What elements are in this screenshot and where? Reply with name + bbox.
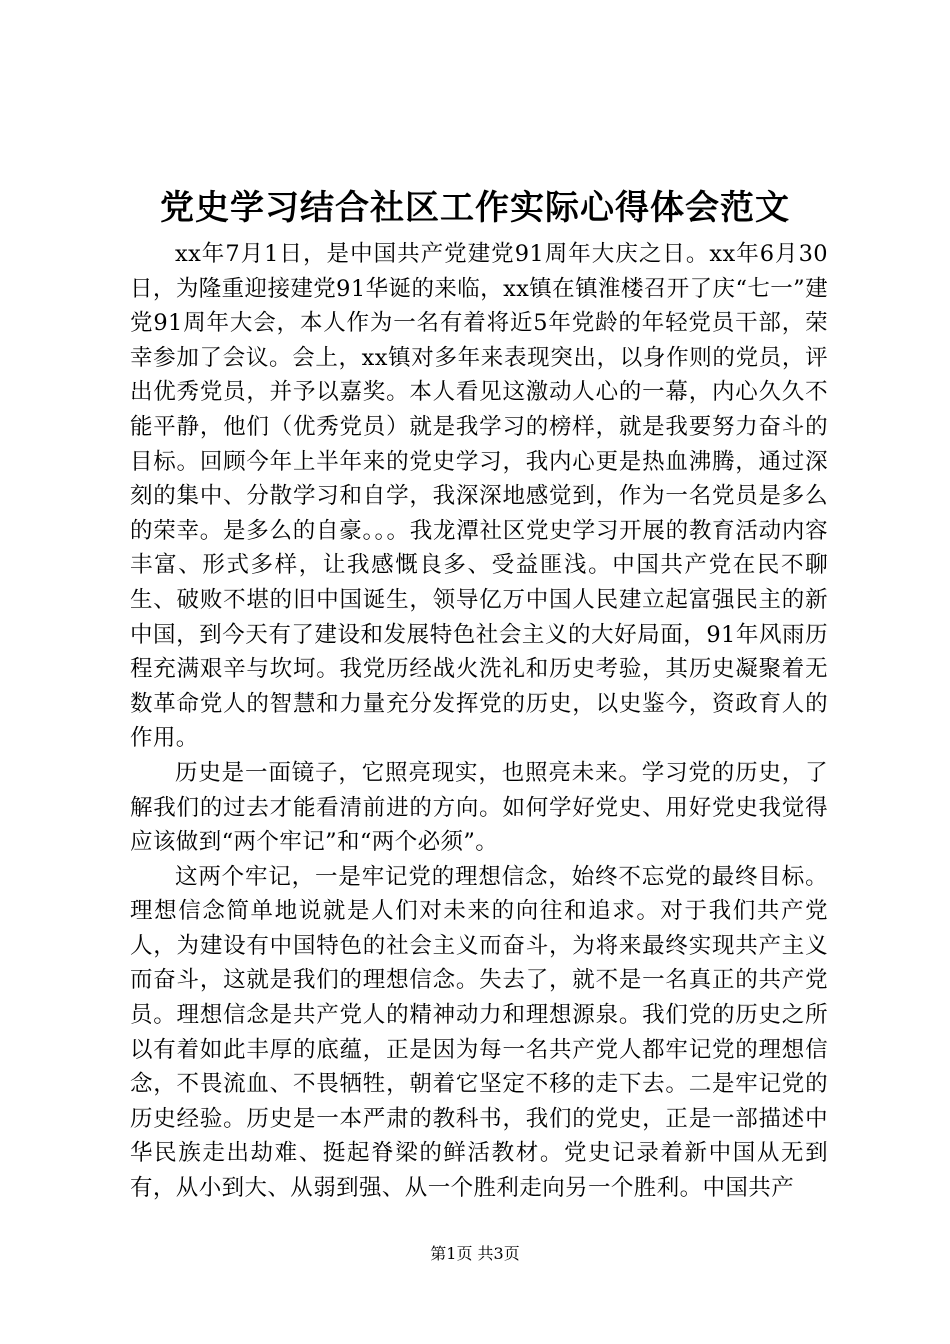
paragraph-2: 历史是一面镜子，它照亮现实，也照亮未来。学习党的历史，了解我们的过去才能看清前进的方向。如何学好党史、用好党史我觉得应该做到“两个牢记”和“两个必须”。 — [130, 759, 828, 856]
document-title: 党史学习结合社区工作实际心得体会范文 — [160, 188, 790, 228]
paragraph-3: 这两个牢记，一是牢记党的理想信念，始终不忘党的最终目标。理想信念简单地说就是人们对未来的向往和追求。对于我们共产党人，为建设有中国特色的社会主义而奋斗，为将来最终实现共产主义而奋斗，这就是我们的理想信念。失去了，就不是一名真正的共产党员。理想信念是共产党人的精神动力和理想源泉。我们党的历史之所以有着如此丰厚的底蕴，正是因为每一名共产党人都牢记党的理想信念，不畏流血、不畏牺牲，朝着它坚定不移的走下去。二是牢记党的历史经验。历史是一本严肃的教科书，我们的党史，正是一部描述中华民族走出劫难、挺起脊梁的鲜活教材。党史记录着新中国从无到有，从小到大、从弱到强、从一个胜利走向另一个胜利。中国共产 — [130, 863, 828, 1202]
page-number-footer: 第1页 共3页 — [430, 1244, 520, 1263]
paragraph-1: xx年7月1日，是中国共产党建党91周年大庆之日。xx年6月30日，为隆重迎接建党91华诞的来临，xx镇在镇淮楼召开了庆“七一”建党91周年大会，本人作为一名有着将近5年党龄的年轻党员干部，荣幸参加了会议。会上，xx镇对多年来表现突出，以身作则的党员，评出优秀党员，并予以嘉奖。本人看见这激动人心的一幕，内心久久不能平静，他们（优秀党员）就是我学习的榜样，就是我要努力奋斗的目标。回顾今年上半年来的党史学习，我内心更是热血沸腾，通过深刻的集中、分散学习和自学，我深深地感觉到，作为一名党员是多么的荣幸。是多么的自豪。。。我龙潭社区党史学习开展的教育活动内容丰富、形式多样，让我感慨良多、受益匪浅。中国共产党在民不聊生、破败不堪的旧中国诞生，领导亿万中国人民建立起富强民主的新中国，到今天有了建设和发展特色社会主义的大好局面，91年风雨历程充满艰辛与坎坷。我党历经战火洗礼和历史考验，其历史凝聚着无数革命党人的智慧和力量充分发挥党的历史，以史鉴今，资政育人的作用。 — [130, 241, 828, 752]
document-body — [130, 237, 828, 1206]
